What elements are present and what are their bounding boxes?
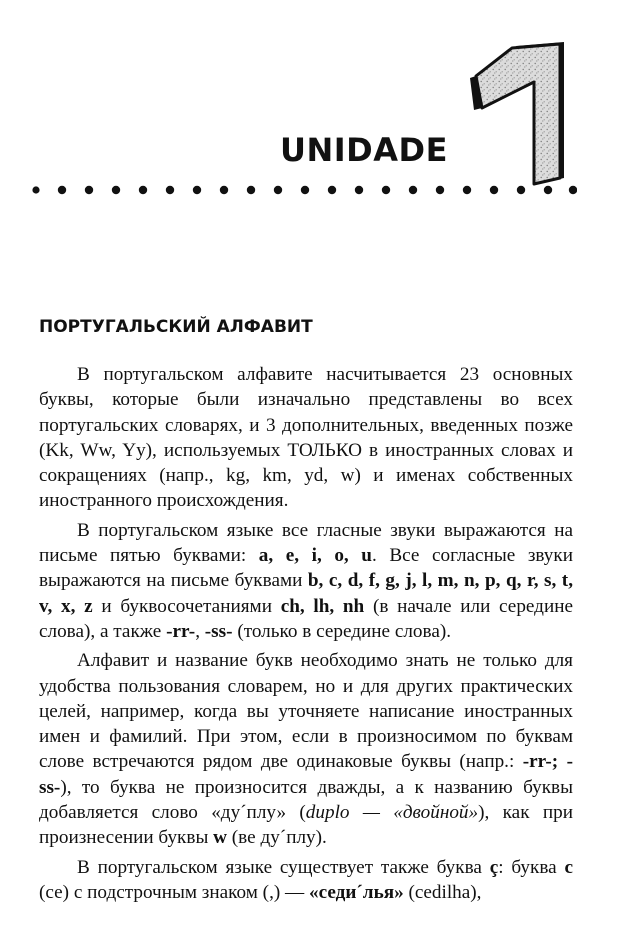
text-run: : буква bbox=[498, 856, 565, 878]
paragraph bbox=[39, 855, 573, 906]
text-run: ), как при произнесении буквы bbox=[39, 802, 573, 849]
section-title: ПОРТУГАЛЬСКИЙ АЛФАВИТ bbox=[39, 317, 313, 337]
bold-run: c bbox=[564, 856, 573, 878]
paragraph bbox=[39, 518, 573, 644]
text-run: В португальском алфавите насчитывается 23 основных буквы, которые были изначально представлены во всех португальских словарях, и 3 дополнительных, введенных позже (Kk, Ww, Yy), используемых ТОЛЬКО в иностранных словах и сокращениях (напр., kg, km, yd, w) и именах собственных иностранного происхождения. bbox=[39, 364, 573, 512]
text-run: . Все согласные звуки выражаются на письме буквами bbox=[39, 545, 573, 592]
text-run: Алфавит и название букв необходимо знать не только для удобства пользования словарем, но и для других практических целей, например, когда вы уточняете написание иностранных имен и фамилий. При этом, если в произносимом по буквам слове встречаются рядом две одинаковые буквы (напр.: bbox=[39, 650, 573, 773]
unit-header bbox=[0, 0, 617, 210]
paragraph bbox=[39, 648, 573, 850]
bold-run: w bbox=[213, 827, 227, 849]
bold-run: «седи´лья» bbox=[309, 881, 404, 903]
bold-run: -rr-; -ss- bbox=[39, 751, 573, 798]
unit-number-face bbox=[476, 44, 560, 184]
text-run: и буквосочетаниями bbox=[92, 595, 281, 617]
bold-run: -ss- bbox=[204, 620, 233, 642]
text-run: (только в середине слова). bbox=[232, 620, 452, 642]
bold-run: a, e, i, o, u bbox=[258, 545, 372, 567]
text-run: (се) с подстрочным знаком (,) — bbox=[39, 881, 310, 903]
unit-number: 1 bbox=[516, 138, 518, 139]
bold-run: ch, lh, nh bbox=[280, 595, 365, 617]
unit-heading: UNIDADE bbox=[280, 131, 448, 169]
text-run: (ве ду´плу). bbox=[227, 827, 327, 849]
text-run: В португальском языке существует также буква bbox=[77, 856, 490, 878]
text-run: ), то буква не произносится дважды, а к названию буквы добавляется слово «ду´плу» ( bbox=[39, 776, 573, 824]
bold-run: -rr- bbox=[166, 620, 196, 642]
bold-run: b, c, d, f, g, j, l, m, n, p, q, r, s, t, v, x, z bbox=[39, 570, 573, 617]
header-dot-rule bbox=[32, 183, 577, 197]
unit-number-graphic bbox=[462, 38, 572, 188]
paragraph bbox=[39, 362, 573, 514]
text-run: (в начале или середине слова), а также bbox=[39, 595, 573, 642]
text-run: , bbox=[195, 620, 205, 642]
body-text bbox=[39, 362, 573, 909]
text-run: В португальском языке все гласные звуки выражаются на письме пятью буквами: bbox=[39, 519, 573, 567]
italic-run: duplo — «двойной» bbox=[305, 802, 479, 824]
text-run: (cedilha), bbox=[403, 881, 482, 903]
bold-run: ç bbox=[489, 856, 499, 878]
